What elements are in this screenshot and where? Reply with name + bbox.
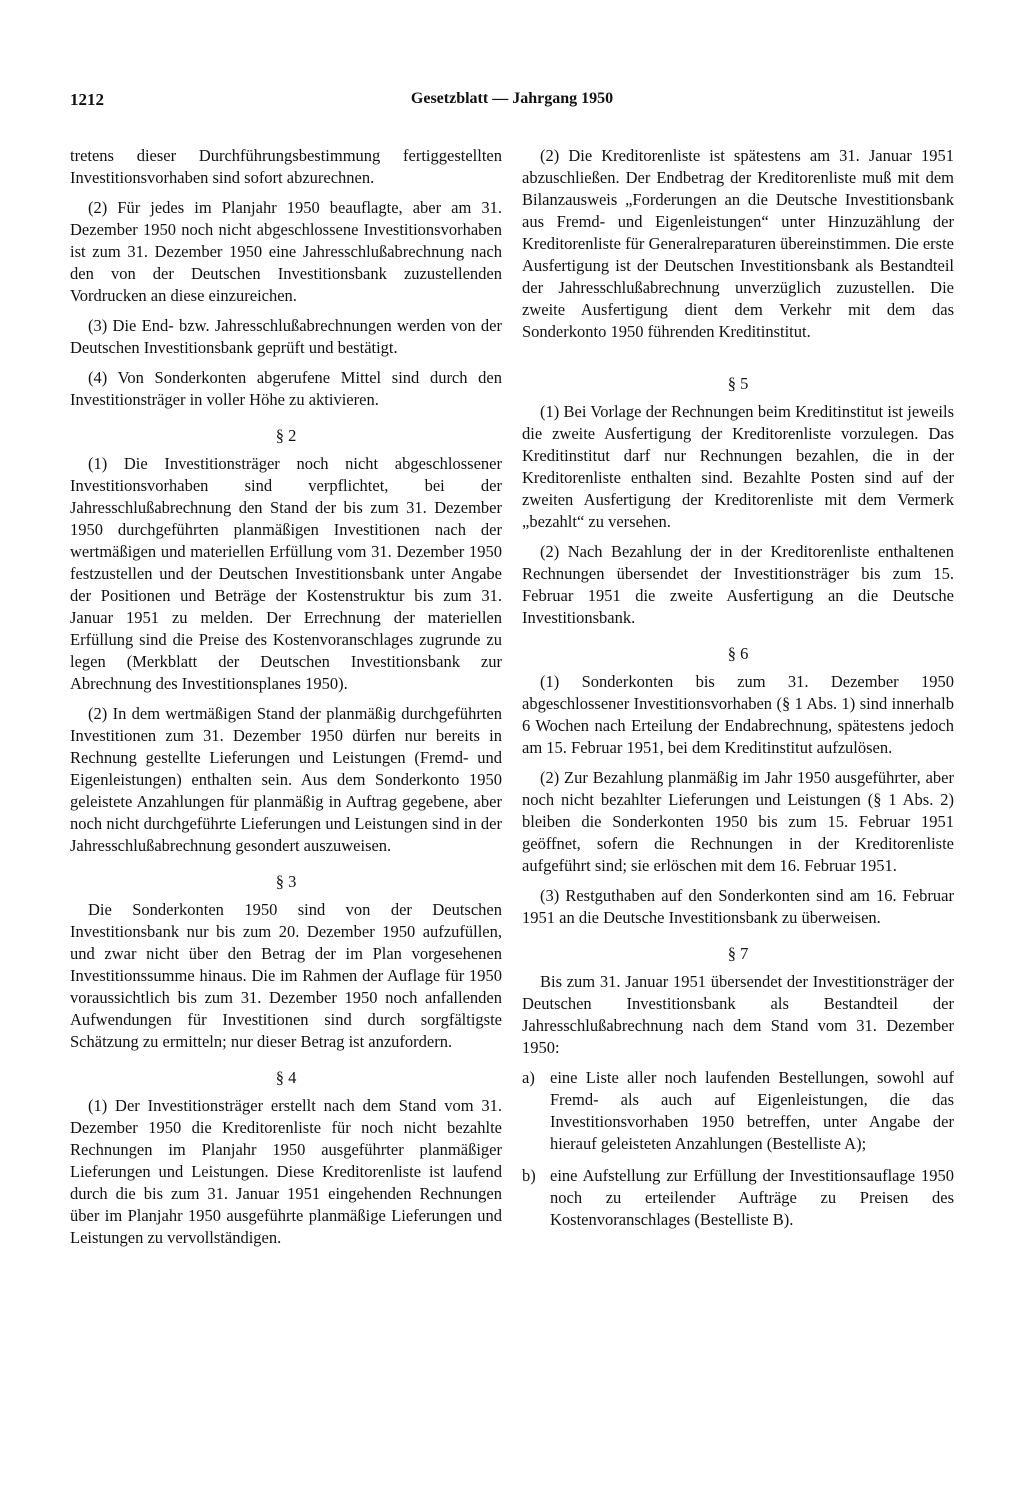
list-marker: a) xyxy=(522,1068,535,1087)
paragraph: Die Sonderkonten 1950 sind von der Deutschen Investitionsbank nur bis zum 20. Dezember 1950 aufzufüllen, und zwar nicht über den Betrag der im Plan vorgesehenen Investitionssumme hinaus. Die im Rahmen der Auflage für 1950 voraussichtlich bis zum 31. Dezember 1950 noch anfallenden Aufwendungen für Investitionen sind durch sorgfältigste Schätzung zu ermitteln; nur dieser Betrag ist anzufordern. xyxy=(70,900,502,1051)
list-text: eine Aufstellung zur Erfüllung der Investitionsauflage 1950 noch zu erteilender Aufträge zu Preisen des Kostenvoranschlages (Bestelliste B). xyxy=(550,1166,954,1229)
paragraph: (2) Die Kreditorenliste ist spätestens am 31. Januar 1951 abzuschließen. Der Endbetrag der Kreditorenliste muß mit dem Bilanzausweis „Forderungen an die Deutsche Investitionsbank aus Fremd- und Eigenleistungen“ unter Hinzuzählung der Kreditorenliste für Generalreparaturen übereinstimmen. Die erste Ausfertigung ist der Deutschen Investitionsbank als Bestandteil der Jahresschlußabrechnung unverzüglich zuzustellen. Die zweite Ausfertigung dient dem Verkehr mit dem das Sonderkonto 1950 führenden Kreditinstitut. xyxy=(522,146,954,341)
paragraph: (1) Die Investitionsträger noch nicht abgeschlossener Investitionsvorhaben sind verpflichtet, bei der Jahresschlußabrechnung den Stand der bis zum 31. Dezember 1950 durchgeführten planmäßigen Investitionen nach der wertmäßigen und materiellen Erfüllung vom 31. Dezember 1950 festzustellen und der Deutschen Investitionsbank unter Angabe der Positionen und Beträge der Kostenstruktur bis zum 31. Januar 1951 zu melden. Der Errechnung der materiellen Erfüllung sind die Preise des Kostenvoranschlages zugrunde zu legen (Merkblatt der Deutschen Investitionsbank zur Abrechnung des Investitionsplanes 1950). xyxy=(70,454,502,693)
paragraph: (2) Für jedes im Planjahr 1950 beauflagte, aber am 31. Dezember 1950 noch nicht abgeschlossene Investitionsvorhaben ist zum 31. Dezember 1950 eine Jahresschlußabrechnung nach den von der Deutschen Investitionsbank zuzustellenden Vordrucken an diese einzureichen. xyxy=(70,198,502,305)
section-heading: § 6 xyxy=(727,644,749,663)
paragraph: tretens dieser Durchführungsbestimmung fertiggestellten Investitionsvorhaben sind sofort abzurechnen. xyxy=(70,146,502,187)
list-marker: b) xyxy=(522,1166,536,1185)
paragraph: (2) In dem wertmäßigen Stand der planmäßig durchgeführten Investitionen zum 31. Dezember 1950 dürfen nur bereits in Rechnung gestellte Lieferungen und Leistungen (Fremd- und Eigenleistungen) enthalten sein. Aus dem Sonderkonto 1950 geleistete Anzahlungen für planmäßig in Auftrag gegebene, aber noch nicht durchgeführte Lieferungen und Leistungen sind in der Jahresschlußabrechnung gesondert auszuweisen. xyxy=(70,704,502,855)
paragraph: (1) Der Investitionsträger erstellt nach dem Stand vom 31. Dezember 1950 die Kreditorenliste für noch nicht bezahlte Rechnungen im Planjahr 1950 ausgeführter planmäßiger Lieferungen und Leistungen. Diese Kreditorenliste ist laufend durch die bis zum 31. Januar 1951 eingehenden Rechnungen über im Planjahr 1950 ausgeführte planmäßige Lieferungen und Leistungen zu vervollständigen. xyxy=(70,1096,502,1247)
paragraph: Bis zum 31. Januar 1951 übersendet der Investitionsträger der Deutschen Investitionsbank als Bestandteil der Jahresschlußabrechnung nach dem Stand vom 31. Dezember 1950: xyxy=(522,972,954,1057)
paragraph: (1) Sonderkonten bis zum 31. Dezember 1950 abgeschlossener Investitionsvorhaben (§ 1 Abs. 1) sind innerhalb 6 Wochen nach Erteilung der Endabrechnung, spätestens jedoch am 15. Februar 1951, bei dem Kreditinstitut aufzulösen. xyxy=(522,672,954,757)
page-number: 1212 xyxy=(70,90,104,109)
paragraph: (2) Nach Bezahlung der in der Kreditorenliste enthaltenen Rechnungen übersendet der Investitionsträger bis zum 15. Februar 1951 die zweite Ausfertigung an die Deutsche Investitionsbank. xyxy=(522,542,954,627)
right-column xyxy=(522,145,954,1241)
section-heading: § 7 xyxy=(727,944,749,963)
section-heading: § 5 xyxy=(727,374,749,393)
paragraph: (1) Bei Vorlage der Rechnungen beim Kreditinstitut ist jeweils die zweite Ausfertigung der Kreditorenliste vorzulegen. Das Kreditinstitut darf nur Rechnungen bezahlen, die in der Kreditorenliste enthalten sind. Bezahlte Posten sind auf der zweiten Ausfertigung der Kreditorenliste mit dem Vermerk „bezahlt“ zu versehen. xyxy=(522,402,954,531)
paragraph: (2) Zur Bezahlung planmäßig im Jahr 1950 ausgeführter, aber noch nicht bezahlter Lieferungen und Leistungen (§ 1 Abs. 2) bleiben die Sonderkonten 1950 bis zum 15. Februar 1951 geöffnet, sofern die Rechnungen in der Kreditorenliste aufgeführt sind; sie erlöschen mit dem 16. Februar 1951. xyxy=(522,768,954,875)
left-column xyxy=(70,145,502,1257)
paragraph: (3) Restguthaben auf den Sonderkonten sind am 16. Februar 1951 an die Deutsche Investitionsbank zu überweisen. xyxy=(522,886,954,927)
section-heading: § 4 xyxy=(275,1068,297,1087)
list-text: eine Liste aller noch laufenden Bestellungen, sowohl auf Fremd- als auch auf Eigenleistungen, die das Investitionsvorhaben 1950 betreffen, unter Angabe der hierauf geleisteten Anzahlungen (Bestelliste A); xyxy=(550,1068,954,1153)
page-header xyxy=(70,90,954,114)
list-item xyxy=(522,1067,954,1155)
paragraph: (4) Von Sonderkonten abgerufene Mittel sind durch den Investitionsträger in voller Höhe zu aktivieren. xyxy=(70,368,502,409)
running-title: Gesetzblatt — Jahrgang 1950 xyxy=(410,90,614,107)
list-item xyxy=(522,1165,954,1231)
paragraph: (3) Die End- bzw. Jahresschlußabrechnungen werden von der Deutschen Investitionsbank geprüft und bestätigt. xyxy=(70,316,502,357)
section-heading: § 2 xyxy=(275,426,297,445)
section-heading: § 3 xyxy=(275,872,297,891)
